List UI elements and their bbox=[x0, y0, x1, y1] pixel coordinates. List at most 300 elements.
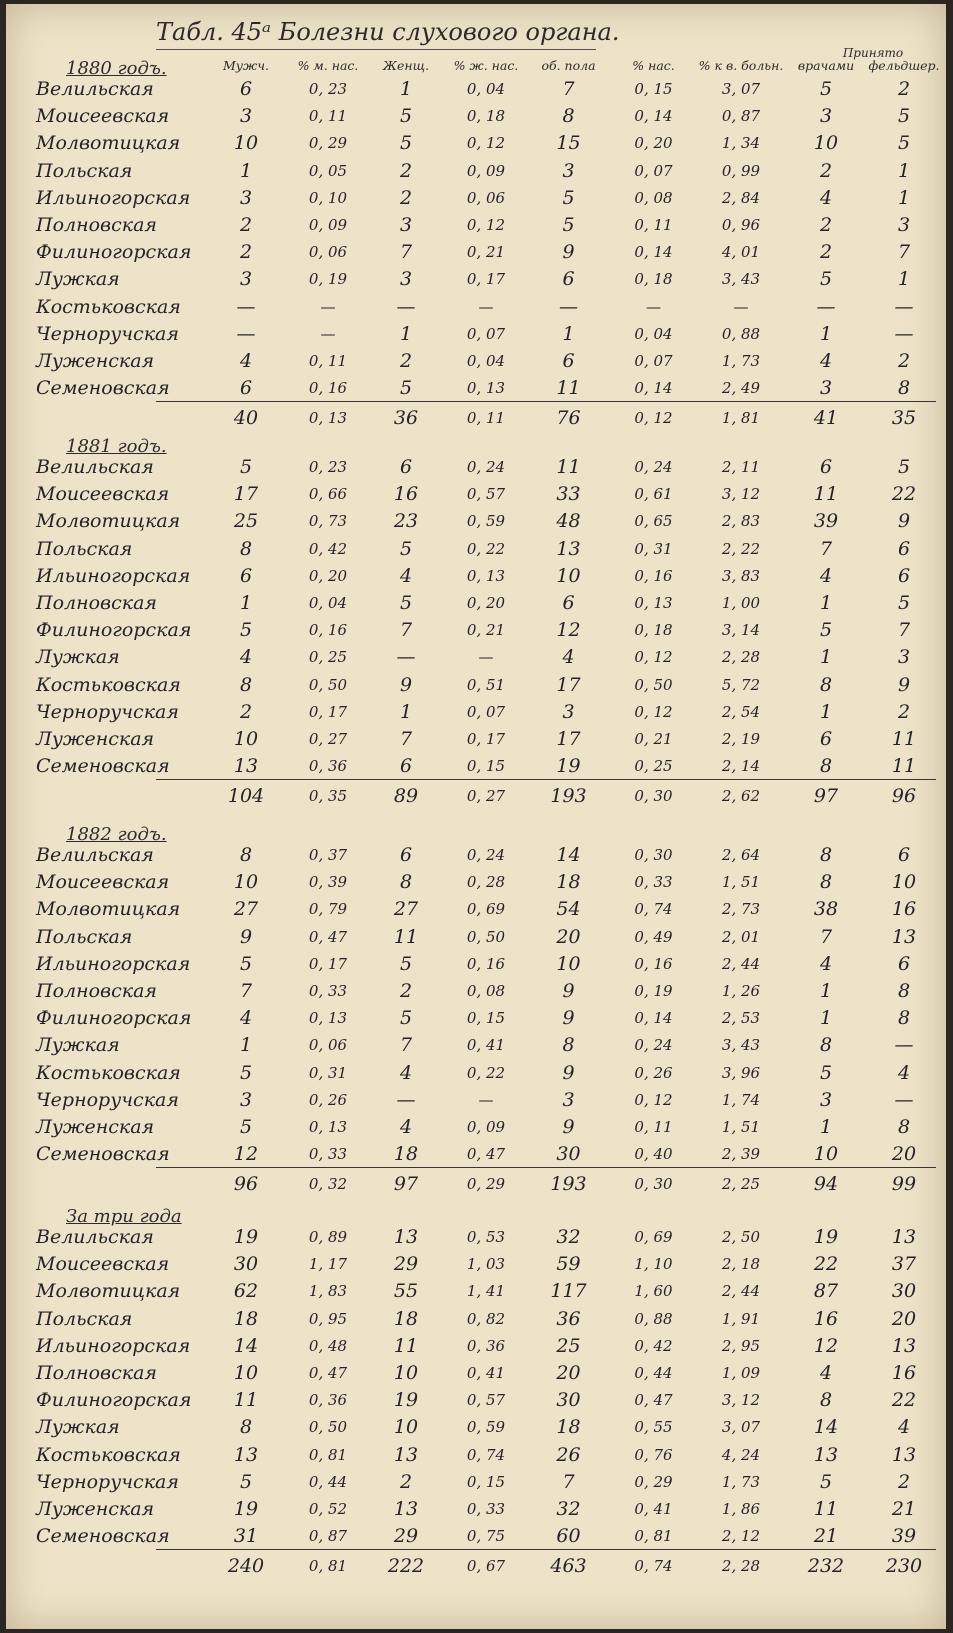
cell-feldsher: 1 bbox=[897, 186, 911, 209]
cell-doctors: 38 bbox=[813, 898, 839, 921]
cell-doctors: 13 bbox=[813, 1443, 839, 1466]
cell-feldsher: 11 bbox=[891, 755, 917, 778]
cell-pct-w: 0, 21 bbox=[466, 243, 506, 262]
district-name: Велильская bbox=[36, 78, 154, 100]
cell-both: 48 bbox=[556, 510, 581, 533]
cell-women: 10 bbox=[393, 1416, 419, 1439]
cell-pct-all: 0, 26 bbox=[634, 1063, 673, 1082]
district-name: Велильская bbox=[36, 456, 154, 478]
col-header-men: Мужч. bbox=[222, 58, 269, 73]
cell-both: 4 bbox=[562, 646, 575, 669]
cell-pct-w: 0, 20 bbox=[466, 594, 506, 612]
cell-pct-w: 0, 53 bbox=[466, 1228, 506, 1246]
cell-pct-all: 0, 25 bbox=[634, 757, 673, 776]
cell-women: 29 bbox=[393, 1253, 419, 1276]
district-name: Ильиногорская bbox=[36, 564, 191, 587]
district-name: Лужкая bbox=[36, 646, 120, 669]
cell-both: 117 bbox=[550, 1280, 587, 1303]
cell-men: 9 bbox=[239, 925, 253, 948]
cell-feldsher: 5 bbox=[897, 132, 911, 155]
cell-pct-w: 0, 69 bbox=[466, 900, 506, 919]
table-row bbox=[6, 1469, 946, 1496]
cell-feldsher: 13 bbox=[891, 1443, 917, 1466]
cell-pct-sick: 2, 73 bbox=[721, 900, 761, 919]
cell-doctors: 4 bbox=[819, 350, 833, 372]
district-name: Луженская bbox=[36, 1116, 155, 1138]
cell-pct-w: 0, 24 bbox=[466, 458, 506, 476]
district-name: Молвотицкая bbox=[36, 1280, 181, 1303]
cell-pct-sick: 3, 07 bbox=[721, 1418, 761, 1437]
district-name: Полновская bbox=[36, 214, 158, 236]
cell-feldsher: 5 bbox=[897, 592, 911, 614]
cell-pct-m: 0, 48 bbox=[308, 1336, 348, 1355]
cell-both: 20 bbox=[556, 925, 581, 948]
cell-pct-all: 0, 33 bbox=[634, 873, 673, 892]
cell-pct-m: 0, 47 bbox=[308, 927, 348, 946]
cell-men: 25 bbox=[233, 510, 259, 533]
cell-pct-all: 0, 61 bbox=[634, 485, 673, 504]
cell-feldsher: 21 bbox=[891, 1498, 917, 1520]
total-row bbox=[6, 1171, 946, 1198]
table-row bbox=[6, 1496, 946, 1523]
cell-pct-sick: 2, 54 bbox=[721, 702, 761, 721]
table-row bbox=[6, 212, 946, 239]
cell-pct-w: 0, 47 bbox=[466, 1145, 506, 1164]
cell-pct-w: 0, 09 bbox=[466, 1118, 506, 1136]
total-doctors: 41 bbox=[813, 407, 839, 430]
cell-pct-all: 0, 12 bbox=[634, 1090, 673, 1109]
cell-pct-w: 0, 07 bbox=[466, 702, 506, 721]
cell-pct-m: 0, 23 bbox=[308, 80, 348, 98]
cell-pct-sick: 4, 01 bbox=[721, 243, 761, 262]
cell-feldsher: 22 bbox=[891, 483, 917, 506]
cell-doctors: 19 bbox=[813, 1226, 839, 1248]
cell-pct-m: 0, 66 bbox=[308, 485, 348, 504]
cell-women: — bbox=[396, 295, 416, 318]
cell-women: 19 bbox=[393, 1389, 419, 1412]
cell-feldsher: 6 bbox=[897, 844, 911, 866]
district-name: Костьковская bbox=[36, 1061, 181, 1084]
cell-pct-sick: 3, 12 bbox=[721, 485, 761, 504]
cell-pct-sick: 3, 43 bbox=[721, 270, 761, 289]
cell-pct-w: 0, 33 bbox=[466, 1500, 506, 1518]
total-men: 104 bbox=[227, 785, 265, 808]
col-header-both: об. пола bbox=[541, 58, 596, 73]
table-row bbox=[6, 185, 946, 212]
cell-men: 10 bbox=[233, 1362, 259, 1384]
cell-women: 5 bbox=[399, 132, 413, 155]
cell-feldsher: 30 bbox=[891, 1280, 917, 1303]
cell-women: 16 bbox=[393, 483, 419, 506]
cell-pct-sick: 1, 86 bbox=[721, 1500, 761, 1518]
cell-women: 13 bbox=[393, 1226, 419, 1248]
cell-feldsher: — bbox=[894, 295, 914, 318]
cell-both: 13 bbox=[556, 537, 581, 560]
cell-men: 10 bbox=[233, 871, 259, 894]
cell-doctors: 10 bbox=[813, 132, 839, 155]
cell-pct-sick: 2, 44 bbox=[721, 1282, 761, 1301]
cell-doctors: 8 bbox=[819, 673, 833, 696]
cell-both: 3 bbox=[562, 1088, 575, 1111]
cell-pct-w: 1, 03 bbox=[466, 1255, 506, 1274]
district-name: Польская bbox=[36, 159, 133, 182]
cell-doctors: 8 bbox=[819, 755, 833, 778]
table-row bbox=[6, 644, 946, 671]
total-men: 96 bbox=[233, 1173, 259, 1196]
cell-feldsher: 3 bbox=[897, 214, 911, 236]
cell-pct-all: 0, 47 bbox=[634, 1391, 673, 1410]
cell-both: 7 bbox=[562, 78, 575, 100]
table-row bbox=[6, 1141, 946, 1168]
cell-both: 30 bbox=[556, 1143, 581, 1166]
cell-feldsher: 2 bbox=[897, 1470, 911, 1493]
cell-men: 4 bbox=[239, 350, 253, 372]
cell-men: 8 bbox=[239, 673, 253, 696]
cell-men: 11 bbox=[233, 1389, 259, 1412]
cell-pct-all: 0, 12 bbox=[634, 702, 673, 721]
cell-women: — bbox=[396, 1088, 416, 1111]
cell-women: 27 bbox=[393, 898, 419, 921]
cell-feldsher: 5 bbox=[897, 105, 911, 128]
cell-men: — bbox=[236, 322, 256, 345]
cell-pct-sick: 2, 50 bbox=[721, 1228, 761, 1246]
total-men: 40 bbox=[233, 407, 259, 430]
table-row bbox=[6, 1523, 946, 1550]
cell-pct-all: 0, 69 bbox=[634, 1228, 673, 1246]
total-rule bbox=[156, 779, 936, 780]
cell-pct-m: 0, 20 bbox=[308, 566, 348, 585]
district-name: Велильская bbox=[36, 1226, 154, 1248]
cell-both: 59 bbox=[556, 1253, 581, 1276]
cell-pct-all: 0, 24 bbox=[634, 458, 673, 476]
cell-pct-w: 0, 50 bbox=[466, 927, 506, 946]
cell-women: 9 bbox=[399, 673, 413, 696]
cell-women: 7 bbox=[399, 619, 413, 642]
cell-doctors: 5 bbox=[819, 268, 833, 291]
col-header-accepted: Принято bbox=[842, 46, 904, 60]
cell-pct-sick: 2, 84 bbox=[721, 188, 761, 207]
cell-both: 11 bbox=[556, 456, 581, 478]
total-rule bbox=[156, 1549, 936, 1550]
district-name: Ильиногорская bbox=[36, 186, 191, 209]
cell-pct-all: 0, 16 bbox=[634, 954, 673, 973]
district-name: Костьковская bbox=[36, 1443, 181, 1466]
cell-women: 11 bbox=[393, 925, 419, 948]
cell-women: 7 bbox=[399, 1034, 413, 1057]
total-feldsher: 96 bbox=[891, 785, 917, 808]
cell-doctors: 1 bbox=[819, 980, 833, 1002]
table-row bbox=[6, 842, 946, 869]
cell-both: 25 bbox=[556, 1334, 581, 1357]
section-heading: За три года bbox=[66, 1206, 182, 1227]
table-row bbox=[6, 536, 946, 563]
district-name: Семеновская bbox=[36, 377, 170, 400]
total-doctors: 97 bbox=[813, 785, 839, 808]
table-row bbox=[6, 590, 946, 617]
table-row bbox=[6, 375, 946, 402]
district-name: Полновская bbox=[36, 980, 158, 1002]
cell-pct-sick: 1, 00 bbox=[721, 594, 761, 612]
cell-men: 13 bbox=[233, 755, 259, 778]
district-name: Луженская bbox=[36, 350, 155, 372]
total-pct-all: 0, 12 bbox=[634, 409, 673, 428]
total-feldsher: 99 bbox=[891, 1173, 917, 1196]
cell-women: 1 bbox=[399, 700, 413, 723]
cell-pct-all: 0, 50 bbox=[634, 675, 673, 694]
cell-pct-sick: 2, 19 bbox=[721, 730, 761, 748]
district-name: Черноручская bbox=[36, 700, 179, 723]
cell-pct-m: 0, 89 bbox=[308, 1228, 348, 1246]
cell-doctors: 87 bbox=[813, 1280, 839, 1303]
cell-pct-all: 0, 55 bbox=[634, 1418, 673, 1437]
cell-both: 17 bbox=[556, 728, 581, 750]
cell-men: 2 bbox=[239, 700, 253, 723]
cell-pct-m: 0, 42 bbox=[308, 539, 348, 558]
cell-doctors: 6 bbox=[819, 456, 833, 478]
cell-pct-all: 0, 18 bbox=[634, 621, 673, 640]
cell-feldsher: 2 bbox=[897, 700, 911, 723]
district-name: Лужкая bbox=[36, 1034, 120, 1057]
total-pct-sick: 2, 25 bbox=[721, 1175, 761, 1194]
table-row bbox=[6, 1005, 946, 1032]
cell-feldsher: — bbox=[894, 1034, 914, 1057]
district-name: Молвотицкая bbox=[36, 132, 181, 155]
district-name: Черноручская bbox=[36, 1470, 179, 1493]
district-name: Луженская bbox=[36, 1498, 155, 1520]
cell-pct-all: 0, 44 bbox=[634, 1364, 673, 1382]
cell-doctors: 4 bbox=[819, 564, 833, 587]
district-name: Филиногорская bbox=[36, 1389, 192, 1412]
cell-women: 6 bbox=[399, 456, 413, 478]
cell-women: 5 bbox=[399, 105, 413, 128]
cell-pct-m: 0, 37 bbox=[308, 846, 348, 864]
cell-both: 8 bbox=[562, 105, 575, 128]
cell-men: 17 bbox=[233, 483, 259, 506]
district-name: Семеновская bbox=[36, 1525, 170, 1548]
cell-doctors: 39 bbox=[813, 510, 839, 533]
cell-feldsher: 3 bbox=[897, 646, 911, 669]
district-name: Моисеевская bbox=[36, 1253, 170, 1276]
cell-women: — bbox=[396, 646, 416, 669]
cell-feldsher: 37 bbox=[891, 1253, 917, 1276]
table-row bbox=[6, 617, 946, 644]
cell-pct-m: 0, 16 bbox=[308, 621, 348, 640]
cell-pct-w: 0, 08 bbox=[466, 982, 506, 1000]
cell-doctors: 1 bbox=[819, 1007, 833, 1030]
cell-both: 10 bbox=[556, 952, 581, 975]
cell-pct-all: 0, 18 bbox=[634, 270, 673, 289]
cell-feldsher: 6 bbox=[897, 564, 911, 587]
total-pct-m: 0, 35 bbox=[308, 787, 348, 806]
cell-pct-m: 1, 17 bbox=[308, 1255, 348, 1274]
district-name: Велильская bbox=[36, 844, 154, 866]
cell-both: 17 bbox=[556, 673, 581, 696]
cell-both: 14 bbox=[556, 844, 581, 866]
total-doctors: 94 bbox=[813, 1173, 839, 1196]
cell-pct-all: 1, 10 bbox=[634, 1255, 673, 1274]
cell-doctors: 8 bbox=[819, 844, 833, 866]
district-name: Ильиногорская bbox=[36, 952, 191, 975]
cell-pct-all: 0, 07 bbox=[634, 161, 673, 180]
cell-men: — bbox=[236, 295, 256, 318]
cell-women: 5 bbox=[399, 377, 413, 400]
cell-feldsher: 7 bbox=[897, 241, 911, 264]
cell-pct-all: 0, 14 bbox=[634, 243, 673, 262]
cell-doctors: 2 bbox=[819, 159, 833, 182]
table-row bbox=[6, 699, 946, 726]
cell-pct-m: 1, 83 bbox=[308, 1282, 348, 1301]
cell-feldsher: 13 bbox=[891, 925, 917, 948]
cell-pct-w: 0, 59 bbox=[466, 1418, 506, 1437]
cell-men: 3 bbox=[239, 186, 253, 209]
cell-pct-m: — bbox=[320, 297, 336, 316]
cell-doctors: 4 bbox=[819, 952, 833, 975]
table-row bbox=[6, 1414, 946, 1441]
cell-feldsher: 20 bbox=[891, 1307, 917, 1330]
cell-men: 10 bbox=[233, 728, 259, 750]
cell-both: 6 bbox=[562, 350, 575, 372]
cell-pct-sick: 1, 51 bbox=[721, 1118, 761, 1136]
cell-men: 6 bbox=[239, 377, 253, 400]
table-row bbox=[6, 1278, 946, 1305]
cell-men: 10 bbox=[233, 132, 259, 155]
cell-both: 3 bbox=[562, 700, 575, 723]
cell-both: 5 bbox=[562, 214, 575, 236]
cell-pct-w: 0, 04 bbox=[466, 80, 506, 98]
table-row bbox=[6, 239, 946, 266]
table-row bbox=[6, 348, 946, 375]
total-both: 463 bbox=[550, 1555, 587, 1578]
cell-both: 32 bbox=[556, 1498, 581, 1520]
cell-pct-w: 0, 06 bbox=[466, 188, 506, 207]
total-men: 240 bbox=[227, 1555, 265, 1578]
cell-pct-all: 0, 21 bbox=[634, 730, 673, 748]
cell-pct-w: 0, 28 bbox=[466, 873, 506, 892]
cell-women: 5 bbox=[399, 592, 413, 614]
table-row bbox=[6, 266, 946, 293]
cell-feldsher: 1 bbox=[897, 268, 911, 291]
cell-pct-all: 0, 07 bbox=[634, 352, 673, 370]
district-name: Моисеевская bbox=[36, 105, 170, 128]
cell-feldsher: 6 bbox=[897, 537, 911, 560]
cell-feldsher: 5 bbox=[897, 456, 911, 478]
cell-women: 18 bbox=[393, 1143, 419, 1166]
cell-men: 30 bbox=[233, 1253, 259, 1276]
cell-pct-m: 0, 17 bbox=[308, 702, 348, 721]
cell-pct-m: 0, 87 bbox=[308, 1527, 348, 1546]
cell-feldsher: 4 bbox=[897, 1061, 911, 1084]
cell-doctors: 2 bbox=[819, 241, 833, 264]
total-feldsher: 230 bbox=[885, 1555, 923, 1578]
cell-pct-all: 0, 12 bbox=[634, 648, 673, 667]
cell-both: 12 bbox=[556, 619, 581, 642]
cell-doctors: 7 bbox=[819, 537, 833, 560]
table-row bbox=[6, 1060, 946, 1087]
cell-men: 13 bbox=[233, 1443, 259, 1466]
cell-men: 14 bbox=[233, 1334, 259, 1357]
cell-pct-w: 0, 41 bbox=[466, 1036, 506, 1055]
cell-women: 29 bbox=[393, 1525, 419, 1548]
cell-pct-m: 0, 44 bbox=[308, 1472, 348, 1491]
cell-feldsher: 8 bbox=[897, 1116, 911, 1138]
cell-women: 2 bbox=[399, 1470, 413, 1493]
table-row bbox=[6, 481, 946, 508]
cell-feldsher: 10 bbox=[891, 871, 917, 894]
cell-both: 30 bbox=[556, 1389, 581, 1412]
cell-pct-m: 0, 06 bbox=[308, 243, 348, 262]
cell-women: 6 bbox=[399, 844, 413, 866]
total-pct-w: 0, 29 bbox=[466, 1175, 506, 1194]
cell-pct-sick: 1, 34 bbox=[721, 134, 761, 153]
cell-women: 5 bbox=[399, 1007, 413, 1030]
cell-pct-m: 0, 05 bbox=[308, 161, 348, 180]
district-name: Филиногорская bbox=[36, 619, 192, 642]
total-pct-all: 0, 30 bbox=[634, 787, 673, 806]
cell-pct-all: 1, 60 bbox=[634, 1282, 673, 1301]
cell-pct-sick: 1, 91 bbox=[721, 1309, 761, 1328]
cell-pct-all: 0, 42 bbox=[634, 1336, 673, 1355]
cell-feldsher: 22 bbox=[891, 1389, 917, 1412]
total-women: 89 bbox=[393, 785, 419, 808]
cell-pct-m: 0, 10 bbox=[308, 188, 348, 207]
district-name: Черноручская bbox=[36, 1088, 179, 1111]
cell-both: 54 bbox=[556, 898, 581, 921]
cell-both: 9 bbox=[562, 1061, 575, 1084]
col-header-pct-men: % м. нас. bbox=[297, 58, 359, 73]
cell-feldsher: 8 bbox=[897, 377, 911, 400]
district-name: Польская bbox=[36, 537, 133, 560]
cell-men: 5 bbox=[239, 1061, 253, 1084]
table-row bbox=[6, 454, 946, 481]
cell-women: 7 bbox=[399, 728, 413, 750]
cell-pct-all: 0, 13 bbox=[634, 594, 673, 612]
cell-women: 1 bbox=[399, 322, 413, 345]
cell-pct-m: 0, 81 bbox=[308, 1445, 348, 1464]
total-row bbox=[6, 405, 946, 432]
cell-men: 6 bbox=[239, 564, 253, 587]
cell-pct-sick: 5, 72 bbox=[721, 675, 761, 694]
cell-pct-m: 0, 50 bbox=[308, 1418, 348, 1437]
cell-pct-all: — bbox=[646, 297, 661, 316]
total-pct-sick: 2, 28 bbox=[721, 1557, 761, 1576]
cell-pct-sick: 4, 24 bbox=[721, 1445, 761, 1464]
cell-feldsher: 4 bbox=[897, 1416, 911, 1439]
total-pct-all: 0, 30 bbox=[634, 1175, 673, 1194]
cell-pct-sick: 3, 43 bbox=[721, 1036, 761, 1055]
district-name: Лужкая bbox=[36, 268, 120, 291]
table-row bbox=[6, 951, 946, 978]
cell-both: 6 bbox=[562, 268, 575, 291]
cell-pct-sick: 2, 53 bbox=[721, 1009, 761, 1028]
cell-feldsher: 11 bbox=[891, 728, 917, 750]
cell-pct-w: 0, 82 bbox=[466, 1309, 506, 1328]
col-header-pct-women: % ж. нас. bbox=[453, 58, 519, 73]
cell-men: 8 bbox=[239, 1416, 253, 1439]
cell-pct-m: 0, 11 bbox=[308, 352, 348, 370]
table-row bbox=[6, 896, 946, 923]
total-pct-all: 0, 74 bbox=[634, 1557, 673, 1576]
cell-doctors: 3 bbox=[819, 377, 833, 400]
cell-men: 8 bbox=[239, 844, 253, 866]
cell-both: 9 bbox=[562, 1007, 575, 1030]
cell-pct-m: 0, 13 bbox=[308, 1118, 348, 1136]
cell-pct-m: 0, 29 bbox=[308, 134, 348, 153]
section-heading: 1882 годъ. bbox=[66, 824, 167, 845]
total-feldsher: 35 bbox=[891, 407, 917, 430]
table-row bbox=[6, 321, 946, 348]
cell-pct-sick: 0, 96 bbox=[721, 216, 761, 234]
cell-pct-all: 0, 29 bbox=[634, 1472, 673, 1491]
